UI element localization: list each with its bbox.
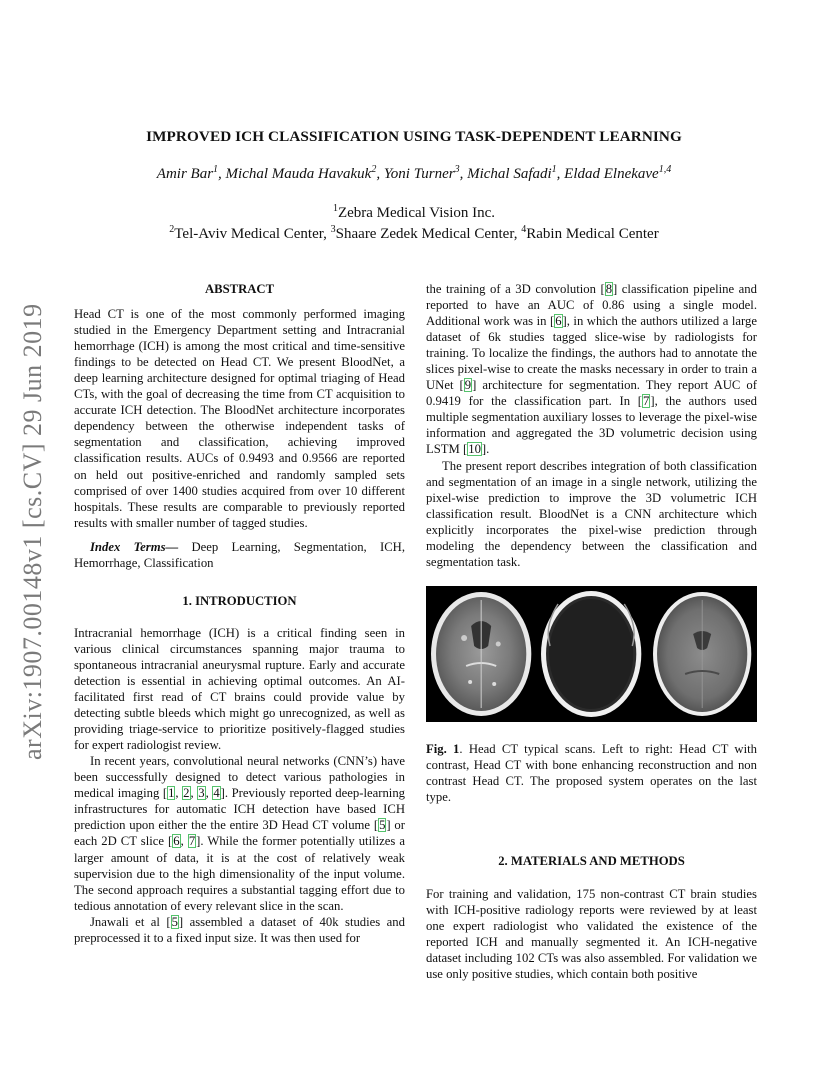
citation-link[interactable]: 5 xyxy=(379,818,386,833)
right-column xyxy=(426,281,757,570)
intro-paragraph-3: Jnawali et al [5] assembled a dataset of 40k studies and preprocessed it to a fixed input size. It was then used for xyxy=(74,914,405,945)
citation-link[interactable]: 7 xyxy=(643,394,650,409)
ct-scan-bone-image xyxy=(536,586,646,722)
citation-link[interactable]: 5 xyxy=(171,914,178,929)
author-name: Michal Safadi xyxy=(467,166,552,182)
affiliation-line-1: $^1$Zebra Medical Vision Inc. xyxy=(332,203,496,221)
citation-link[interactable]: 10 xyxy=(468,442,481,457)
citation-link[interactable]: 2 xyxy=(183,786,190,801)
ct-scan-figure xyxy=(426,586,757,722)
methods-heading: 2. MATERIALS AND METHODS xyxy=(498,854,685,868)
methods-paragraph-1: For training and validation, 175 non-contrast CT brain studies with ICH-positive radiology reports were reviewed by at least one expert radiologist who validated the existence of the reported ICH and manually segmented it. An ICH-negative dataset including 102 CTs was also assembled. For validation we use only positive studies, which contain both positive xyxy=(426,887,757,982)
paper-title: IMPROVED ICH CLASSIFICATION USING TASK-DEPENDENT LEARNING xyxy=(146,128,682,145)
citation-link[interactable]: 4 xyxy=(213,786,220,801)
related-work-paragraph: the training of a 3D convolution [8] classification pipeline and reported to have an AUC of 0.86 using a single model. Additional work was in [6], in which the authors utilized a large dataset of 6k studies tagged slice-wise by radiologists for training. To localize the findings, the authors had to annotate the slices pixel-wise to create the masks necessary in order to train a UNet [9] architecture for segmentation. They report AUC of 0.9419 for the classification part. In [7], the authors used multiple segmentation auxiliary losses to leverage the pixel-wise information and aggregated the 3D volumetric decision using LSTM [10]. xyxy=(426,282,757,457)
author-name: Yoni Turner xyxy=(383,166,455,182)
intro-paragraph-2: In recent years, convolutional neural networks (CNN’s) have been successfully designed to detect various pathologies in medical imaging [1, 2, 3, 4]. Previously reported deep-learning infrastructures for automatic ICH detection have based ICH prediction upon either the the entire 3D Head CT volume [5] or each 2D CT slice [6, 7]. While the former potentially utilizes a larger amount of data, it is at the cost of relatively weak supervision due to the high dimensionality of the input volume. The second approach requires a substantial tagging effort due to tedious annotation of every relevant slice in the scan. xyxy=(74,754,406,913)
author-list: Amir Bar$^1$, Michal Mauda Havakuk$^2$, Yoni Turner$^3$, Michal Safadi$^1$, Eldad Elnekave$^{1,4}$ xyxy=(156,164,672,182)
author-name: Amir Bar xyxy=(156,166,214,182)
citation-link[interactable]: 3 xyxy=(198,786,205,801)
present-report-paragraph: The present report describes integration of both classification and segmentation of an image in a single network, utilizing the pixel-wise prediction to improve the 3D volumetric ICH classification result. BloodNet is a CNN architecture which explicitly incorporates the pixel-wise prediction through modeling the dependency between the classification and segmentation task. xyxy=(426,458,757,569)
figure-caption: Fig. 1. Head CT typical scans. Left to right: Head CT with contrast, Head CT with bone enhancing reconstruction and non contrast Head CT. The proposed system operates on the last type. xyxy=(426,742,757,805)
intro-heading: 1. INTRODUCTION xyxy=(182,593,297,608)
arxiv-stamp: arXiv:1907.00148v1 [cs.CV] 29 Jun 2019 xyxy=(18,303,47,760)
citation-link[interactable]: 8 xyxy=(605,282,613,296)
ct-scan-noncontrast-image xyxy=(647,586,757,722)
citation-link[interactable]: 6 xyxy=(555,314,562,329)
citation-link[interactable]: 9 xyxy=(464,378,472,393)
ct-scan-contrast-image xyxy=(426,586,536,722)
intro-paragraph-1: Intracranial hemorrhage (ICH) is a critical finding seen in various clinical circumstances spanning major trauma to spontaneous intracranial aneurysmal rupture. Early and accurate detection is essential in achieving optimal outcomes. An AI-facilitated first read of CT brains could provide value by detecting subtle bleeds which might go unrecognized, as well as providing triage-service to prioritize positively-flagged studies for expert radiologist review. xyxy=(74,625,405,753)
citation-link[interactable]: 6 xyxy=(173,834,180,849)
affiliation-line-2: $^2$Tel-Aviv Medical Center, $^3$Shaare Zedek Medical Center, $^4$Rabin Medical Center xyxy=(169,224,659,242)
abstract-heading: ABSTRACT xyxy=(204,282,275,296)
abstract-text: Head CT is one of the most commonly performed imaging studied in the Emergency Department setting and Intracranial hemorrhage (ICH) is among the most critical and time-sensitive findings to be detected on Head CT. We present BloodNet, a deep learning architecture designed for optimal triaging of Head CTs, with the goal of decreasing the time from CT acquisition to accurate ICH detection. The BloodNet architecture incorporates dependency between the otherwise independent tasks of segmentation and classification, achieving improved classification results. AUCs of 0.9493 and 0.9566 are reported on held out positive-enriched and randomly sampled sets comprised of over 1400 studies acquired from over 10 different hospitals. These results are comparable to previously reported results with smaller number of tagged studies. xyxy=(74,307,405,530)
left-column xyxy=(74,281,405,946)
methods-section xyxy=(426,853,757,982)
author-name: Michal Mauda Havakuk xyxy=(225,166,372,182)
figure-label: Fig. 1 xyxy=(426,742,460,756)
author-name: Eldad Elnekave xyxy=(564,166,659,182)
index-terms: Index Terms— Deep Learning, Segmentation, ICH, Hemorrhage, Classification xyxy=(74,539,405,570)
citation-link[interactable]: 7 xyxy=(188,834,196,849)
citation-link[interactable]: 1 xyxy=(168,786,175,801)
